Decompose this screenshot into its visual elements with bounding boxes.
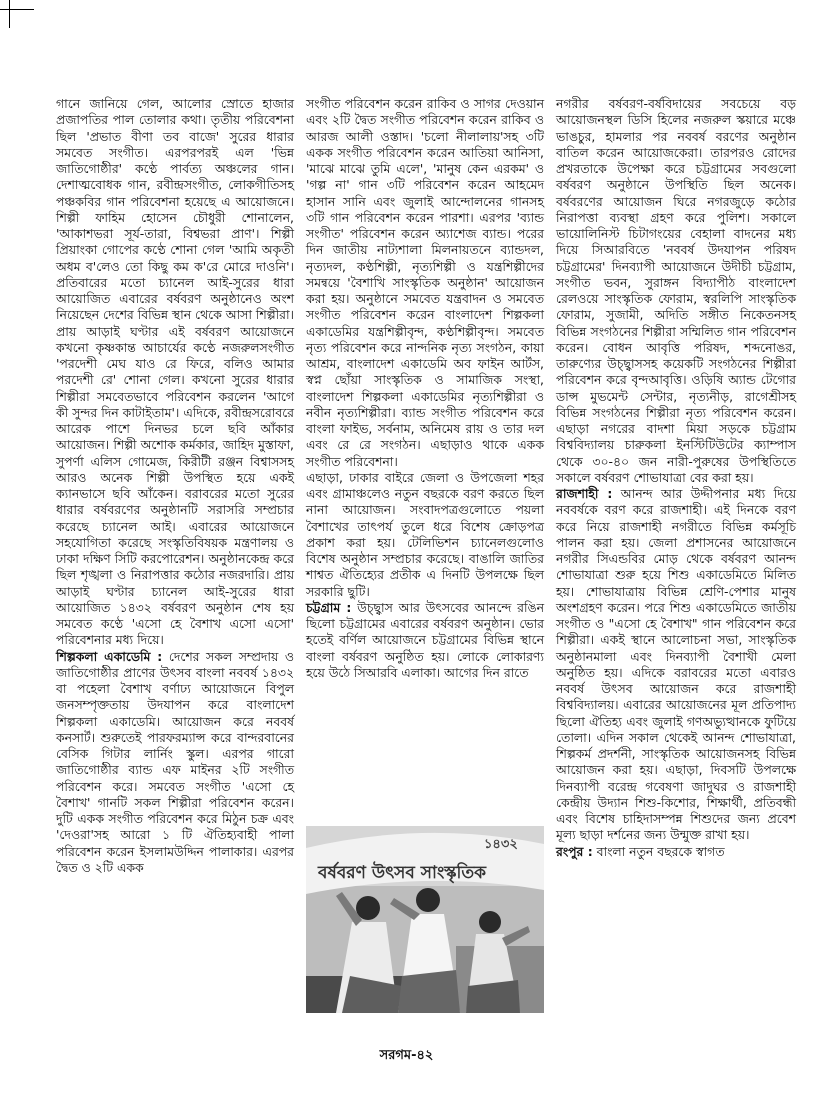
dancers-photo	[306, 826, 544, 1013]
page-number-footer: সরগম-৪২	[379, 1048, 434, 1063]
paragraph-outside-dhaka: এছাড়া, ঢাকার বাইরে জেলা ও উপজেলা শহর এবং গ্রামাঞ্চলেও নতুন বছরকে বরণ করতে ছিল নানা আয়োজন। সংবাদপত্রগুলোতে পয়লা বৈশাখের তাৎপর্য তুলে ধরে বিশেষ ক্রোড়পত্র প্রকাশ করা হয়। টেলিভিশন চ্যানেলগুলোও বিশেষ অনুষ্ঠান সম্প্রচার করেছে। বাঙালি জাতির শাশ্বত ঐতিহ্যের প্রতীক এ দিনটি উপলক্ষে ছিল সরকারি ছুটি।	[306, 469, 544, 599]
article-column-1	[56, 96, 294, 876]
banner-year: ১৪৩২	[484, 837, 518, 852]
paragraph-rangpur	[556, 844, 796, 860]
paragraph-shilpakala-body: দেশের সকল সম্প্রদায় ও জাতিগোষ্ঠীর প্রাণের উৎসব বাংলা নববর্ষ ১৪৩২ বা পহেলা বৈশাখ বর্ণাঢ্য আয়োজনে বিপুল জনসম্পৃক্ততায় উদযাপন করে বাংলাদেশ শিল্পকলা একাডেমি। আয়োজন করে নববর্ষ কনসার্ট। শুরুতেই পারফরম্যান্স করে বান্দরবানের বেসিক গিটার লার্নিং স্কুল। এরপর গারো জাতিগোষ্ঠীর ব্যান্ড এফ মাইনর ২টি সংগীত পরিবেশন করে। সমবেত সংগীত 'এসো হে বৈশাখ' গানটি সকল শিল্পীরা পরিবেশন করেন। দুটি একক সংগীত পরিবেশন করে মিঠুন চক্র এবং 'দেওরা'সহ আরো ১ টি ঐতিহ্যবাহী পালা পরিবেশন করেন ইসলামউদ্দিন পালাকার। এরপর দ্বৈত ও ২টি একক	[56, 648, 294, 875]
section-heading-rajshahi: রাজশাহী :	[556, 486, 613, 501]
paragraph-chattogram-continued: নগরীর বর্ষবরণ-বর্ষবিদায়ের সবচেয়ে বড় আয়োজনস্থল ডিসি হিলের নজরুল স্কয়ারে মঞ্চে ভাঙচুর, হামলার পর নববর্ষ বরণের অনুষ্ঠান বাতিল করেন আয়োজকেরা। তারপরও রোদের প্রখরতাকে উপেক্ষা করে চট্টগ্রামের সবগুলো বর্ষবরণ অনুষ্ঠানে উপস্থিতি ছিল অনেক। বর্ষবরণের আয়োজন ঘিরে নগরজুড়ে কঠোর নিরাপত্তা ব্যবস্থা গ্রহণ করে পুলিশ। সকালে ভায়োলিনিস্ট চিটাগংয়ের বেহালা বাদনের মধ্য দিয়ে সিআরবিতে 'নববর্ষ উদযাপন পরিষদ চট্টগ্রামের' দিনব্যাপী আয়োজনে উদীচী চট্টগ্রাম, সংগীত ভবন, সুরাঙ্গন বিদ্যাপীঠ বাংলাদেশ রেলওয়ে সাংস্কৃতিক ফোরাম, স্বরলিপি সাংস্কৃতিক ফোরাম, সুজামী, অদিতি সঙ্গীত নিকেতনসহ বিভিন্ন সংগঠনের শিল্পীরা সম্মিলিত গান পরিবেশন করেন। বোধন আবৃত্তি পরিষদ, শব্দনোঙর, তারুণ্যের উচ্ছ্বাসসহ কয়েকটি সংগঠনের শিল্পীরা পরিবেশন করে বৃন্দআবৃত্তি। ওড়িষি অ্যান্ড টেগোর ডান্স মুভমেন্ট সেন্টার, নৃত্যনীড়, রাগেশ্রীসহ বিভিন্ন সংগঠনের শিল্পীরা নৃত্য পরিবেশন করেন। এছাড়া নগরের বাদশা মিয়া সড়কে চট্টগ্রাম বিশ্ববিদ্যালয় চারুকলা ইনস্টিটিউটের ক্যাম্পাস থেকে ৩০-৪০ জন নারী-পুরুষের উপস্থিতিতে সকালে বর্ষবরণ শোভাযাত্রা বের করা হয়।	[556, 96, 796, 485]
paragraph-concert: সংগীত পরিবেশন করেন রাকিব ও সাগর দেওয়ান এবং ২টি দ্বৈত সংগীত পরিবেশন করেন রাকিব ও আরজ আলী ওস্তাদ। 'চলো নীলালায়'সহ ৩টি একক সংগীত পরিবেশন করেন আতিয়া আনিসা, 'মাঝে মাঝে তুমি এলে', 'মানুষ কেন এরকম' ও 'গল্প না' গান ৩টি পরিবেশন করেন আহমেদ হাসান সানি এবং জুলাই আন্দোলনের গানসহ ৩টি গান পরিবেশন করেন পারশা। এরপর 'ব্যান্ড সংগীত' পরিবেশন করেন অ্যাশেজ ব্যান্ড। পরের দিন জাতীয় নাট্যশালা মিলনায়তনে ব্যান্ডদল, নৃত্যদল, কণ্ঠশিল্পী, নৃত্যশিল্পী ও যন্ত্রশিল্পীদের সমন্বয়ে 'বৈশাখি সাংস্কৃতিক অনুষ্ঠান' আয়োজন করা হয়। অনুষ্ঠানে সমবেত যন্ত্রবাদন ও সমবেত সংগীত পরিবেশন করেন বাংলাদেশ শিল্পকলা একাডেমির যন্ত্রশিল্পীবৃন্দ, কণ্ঠশিল্পীবৃন্দ। সমবেত নৃত্য পরিবেশন করে নান্দনিক নৃত্য সংগঠন, কায়া আশ্রম, বাংলাদেশ একাডেমি অব ফাইন আর্টস, স্বপ্ন ছোঁয়া সাংস্কৃতিক ও সামাজিক সংস্থা, বাংলাদেশ শিল্পকলা একাডেমির নৃত্যশিল্পীরা ও নবীন নৃত্যশিল্পীরা। ব্যান্ড সংগীত পরিবেশন করে বাংলা ফাইভ, সর্বনাম, অনিমেষ রায় ও তার দল এবং রে রে সংগঠন। এছাড়াও থাকে একক সংগীত পরিবেশনা।	[306, 96, 544, 469]
crop-mark-horizontal	[0, 9, 34, 10]
section-heading-shilpakala: শিল্পকলা একাডেমি :	[56, 648, 163, 664]
banner-text: বর্ষবরণ উৎসব সাংস্কৃতিক	[318, 863, 487, 883]
paragraph-chattogram-body: উচ্ছ্বাস আর উৎসবের আনন্দে রঙিন ছিলো চট্টগ্রামের এবারের বর্ষবরণ অনুষ্ঠান। ভোর হতেই বর্ণিল আয়োজনে চট্টগ্রামের বিভিন্ন স্থানে বাংলা বর্ষবরণ অনুষ্ঠিত হয়। লোকে লোকারণ্য হয়ে উঠে সিআরবি এলাকা। আগের দিন রাতে	[306, 599, 544, 680]
section-heading-chattogram: চট্টগ্রাম :	[306, 599, 352, 615]
paragraph-channel-i: গানে জানিয়ে গেল, আলোর স্রোতে হাজার প্রজাপতির পাল তোলার কথা। তৃতীয় পরিবেশনা ছিল 'প্রভাত বীণা তব বাজে' সুরের ধারার সমবেত সংগীত। এরপরপরই এল 'ভিন্ন জাতিগোষ্ঠীর' কণ্ঠে পার্বত্য অঞ্চলের গান। দেশাত্মবোধক গান, রবীন্দ্রসংগীত, লোকগীতিসহ পঞ্চকবির গান পরিবেশনা হয়েছে এ আয়োজনে। শিল্পী ফাহিম হোসেন চৌধুরী শোনালেন, 'আকাশভরা সূর্য-তারা, বিশ্বভরা প্রাণ'। শিল্পী প্রিয়াংকা গোপের কণ্ঠে শোনা গেল 'আমি অকৃতী অধম ব'লেও তো কিছু কম ক'রে মোরে দাওনি'। প্রতিবারের মতো চ্যানেল আই-সুরের ধারা আয়োজিত এবারের বর্ষবরণ অনুষ্ঠানেও অংশ নিয়েছেন দেশের বিভিন্ন স্থান থেকে আসা শিল্পীরা। প্রায় আড়াই ঘণ্টার এই বর্ষবরণ আয়োজনে কখনো কৃষ্ণকান্ত আচার্যের কণ্ঠে নজরুলসংগীত 'পরদেশী মেঘ যাও রে ফিরে, বলিও আমার পরদেশী রে' শোনা গেল। কখনো সুরের ধারার শিল্পীরা সমবেতভাবে পরিবেশন করলেন 'আগে কী সুন্দর দিন কাটাইতাম'। এদিকে, রবীন্দ্রসরোবরে আরেক পাশে দিনভর চলে ছবি আঁকার আয়োজন। শিল্পী অশোক কর্মকার, জাহিদ মুস্তাফা, সুপর্ণা এলিস গোমেজ, কিরীটী রঞ্জন বিশ্বাসসহ আরও অনেক শিল্পী উপস্থিত হয়ে একই ক্যানভাসে ছবি আঁকেন। বরাবরের মতো সুরের ধারার বর্ষবরণের অনুষ্ঠানটি সরাসরি সম্প্রচার করেছে চ্যানেল আই। এবারের আয়োজনে সহযোগিতা করেছে সংস্কৃতিবিষয়ক মন্ত্রণালয় ও ঢাকা দক্ষিণ সিটি করপোরেশন। অনুষ্ঠানকেন্দ্র করে ছিল শৃঙ্খলা ও নিরাপত্তার কঠোর নজরদারি। প্রায় আড়াই ঘণ্টার চ্যানেল আই-সুরের ধারা আয়োজিত ১৪৩২ বর্ষবরণ অনুষ্ঠান শেষ হয় সমবেত কণ্ঠে 'এসো হে বৈশাখ এসো এসো' পরিবেশনার মধ্য দিয়ে।	[56, 96, 294, 648]
crop-mark-vertical	[9, 0, 10, 28]
paragraph-rajshahi-body: আনন্দ আর উদ্দীপনার মধ্য দিয়ে নববর্ষকে বরণ করে রাজশাহী। এই দিনকে বরণ করে নিয়ে রাজশাহী নগরীতে বিভিন্ন কর্মসূচি পালন করা হয়। জেলা প্রশাসনের আয়োজনে নগরীর সিএন্ডবির মোড় থেকে বর্ষবরণ আনন্দ শোভাযাত্রা শুরু হয়ে শিশু একাডেমিতে মিলিত হয়। শোভাযাত্রায় বিভিন্ন শ্রেণি-পেশার মানুষ অংশগ্রহণ করেন। পরে শিশু একাডেমিতে জাতীয় সংগীত ও "এসো হে বৈশাখ" গান পরিবেশন করে শিল্পীরা। একই স্থানে আলোচনা সভা, সাংস্কৃতিক অনুষ্ঠানমালা এবং দিনব্যাপী বৈশাখী মেলা অনুষ্ঠিত হয়। এদিকে বরাবরের মতো এবারও নববর্ষ উৎসব আয়োজন করে রাজশাহী বিশ্ববিদ্যালয়। এবারের আয়োজনের মূল প্রতিপাদ্য ছিলো ঐতিহ্য এবং জুলাই গণঅভ্যুত্থানকে ফুটিয়ে তোলা। এদিন সকাল থেকেই আনন্দ শোভাযাত্রা, শিল্পকর্ম প্রদর্শনী, সাংস্কৃতিক আয়োজনসহ বিভিন্ন আয়োজন করা হয়। এছাড়া, দিবসটি উপলক্ষে দিনব্যাপী বরেন্দ্র গবেষণা জাদুঘর ও রাজশাহী কেন্দ্রীয় উদ্যান শিশু-কিশোর, শিক্ষার্থী, প্রতিবন্ধী এবং বিশেষ চাহিদাসম্পন্ন শিশুদের জন্য প্রবেশ মূল্য ছাড়া দর্শনের জন্য উন্মুক্ত রাখা হয়।	[556, 486, 796, 843]
paragraph-chattogram	[306, 600, 544, 681]
paragraph-rangpur-body: বাংলা নতুন বছরকে স্বাগত	[592, 843, 725, 859]
section-heading-rangpur: রংপুর :	[556, 843, 593, 859]
paragraph-shilpakala	[56, 649, 294, 877]
article-column-3	[556, 96, 796, 860]
paragraph-rajshahi	[556, 486, 796, 844]
article-column-2	[306, 96, 544, 681]
